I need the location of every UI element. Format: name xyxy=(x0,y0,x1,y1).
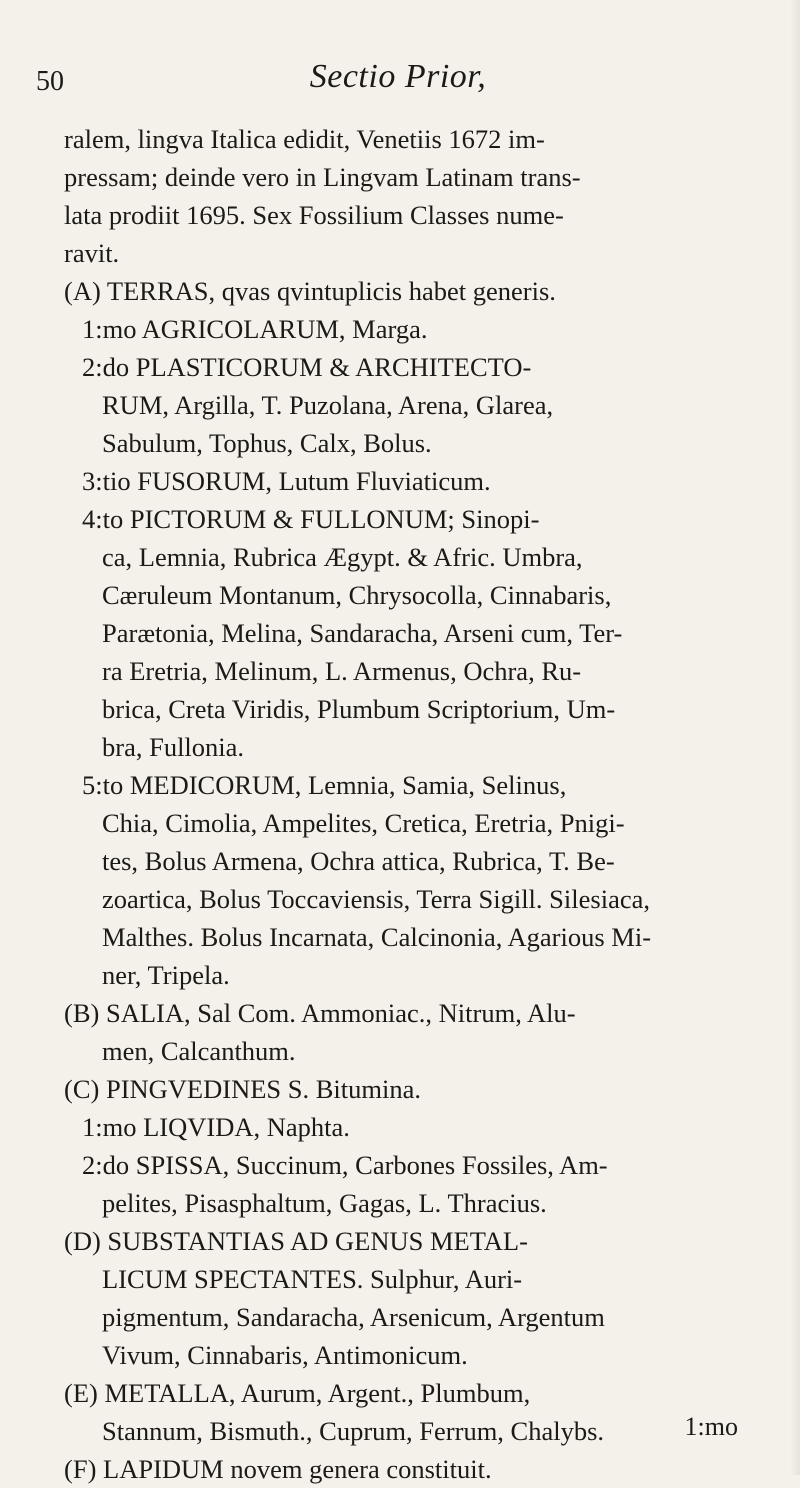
page-edge-shadow xyxy=(790,0,800,1475)
text-line: 1:mo AGRICOLARUM, Marga. xyxy=(82,314,428,344)
text-line: zoartica, Bolus Toccaviensis, Terra Sigill. Silesiaca, xyxy=(102,884,650,914)
text-line: ra Eretria, Melinum, L. Armenus, Ochra, Ru- xyxy=(102,656,582,686)
text-line: RUM, Argilla, T. Puzolana, Arena, Glarea, xyxy=(102,390,554,420)
text-line: Stannum, Bismuth., Cuprum, Ferrum, Chalybs. xyxy=(102,1416,605,1446)
text-line: pigmentum, Sandaracha, Arsenicum, Argentum xyxy=(102,1302,605,1332)
text-line: Vivum, Cinnabaris, Antimonicum. xyxy=(102,1340,468,1370)
text-line: 4:to PICTORUM & FULLONUM; Sinopi- xyxy=(82,504,540,534)
text-line: (A) TERRAS, qvas qvintuplicis habet generis. xyxy=(64,276,556,306)
text-line: (B) SALIA, Sal Com. Ammoniac., Nitrum, Alu- xyxy=(64,998,576,1028)
text-line: 3:tio FUSORUM, Lutum Fluviaticum. xyxy=(82,466,491,496)
page-number: 50 xyxy=(36,66,64,97)
text-line: ravit. xyxy=(64,238,120,268)
text-line: Sabulum, Tophus, Calx, Bolus. xyxy=(102,428,432,458)
catchword: 1:mo xyxy=(684,1412,738,1441)
text-line: 2:do PLASTICORUM & ARCHITECTO- xyxy=(82,352,532,382)
text-line: Chia, Cimolia, Ampelites, Cretica, Eretria, Pnigi- xyxy=(102,808,625,838)
text-line: LICUM SPECTANTES. Sulphur, Auri- xyxy=(102,1264,523,1294)
text-line: lata prodiit 1695. Sex Fossilium Classes nume- xyxy=(64,200,564,230)
text-line: ca, Lemnia, Rubrica Ægypt. & Afric. Umbra, xyxy=(102,542,583,572)
text-line: Cæruleum Montanum, Chrysocolla, Cinnabaris, xyxy=(102,580,612,610)
text-line: ralem, lingva Italica edidit, Venetiis 1672 im- xyxy=(64,124,545,154)
text-line: 2:do SPISSA, Succinum, Carbones Fossiles, Am- xyxy=(82,1150,608,1180)
text-line: tes, Bolus Armena, Ochra attica, Rubrica, T. Be- xyxy=(102,846,615,876)
text-line: 1:mo LIQVIDA, Naphta. xyxy=(82,1112,350,1142)
text-line: brica, Creta Viridis, Plumbum Scriptorium, Um- xyxy=(102,694,616,724)
text-line: bra, Fullonia. xyxy=(102,732,245,762)
text-line: Parætonia, Melina, Sandaracha, Arseni cum, Ter- xyxy=(102,618,623,648)
text-line: pressam; deinde vero in Lingvam Latinam trans- xyxy=(64,162,581,192)
text-line: (D) SUBSTANTIAS AD GENUS METAL- xyxy=(64,1226,528,1256)
running-title: Sectio Prior, xyxy=(309,58,487,95)
text-line: 5:to MEDICORUM, Lemnia, Samia, Selinus, xyxy=(82,770,567,800)
text-line: (F) LAPIDUM novem genera constituit. xyxy=(64,1454,492,1484)
text-line: (E) METALLA, Aurum, Argent., Plumbum, xyxy=(64,1378,531,1408)
text-line: men, Calcanthum. xyxy=(102,1036,296,1066)
page-header xyxy=(36,58,760,108)
text-line: (C) PINGVEDINES S. Bitumina. xyxy=(64,1074,422,1104)
text-line: pelites, Pisasphaltum, Gagas, L. Thracius. xyxy=(102,1188,547,1218)
text-line: Malthes. Bolus Incarnata, Calcinonia, Agarious Mi- xyxy=(102,922,652,952)
text-line: ner, Tripela. xyxy=(102,960,230,990)
text-body xyxy=(64,120,764,1488)
